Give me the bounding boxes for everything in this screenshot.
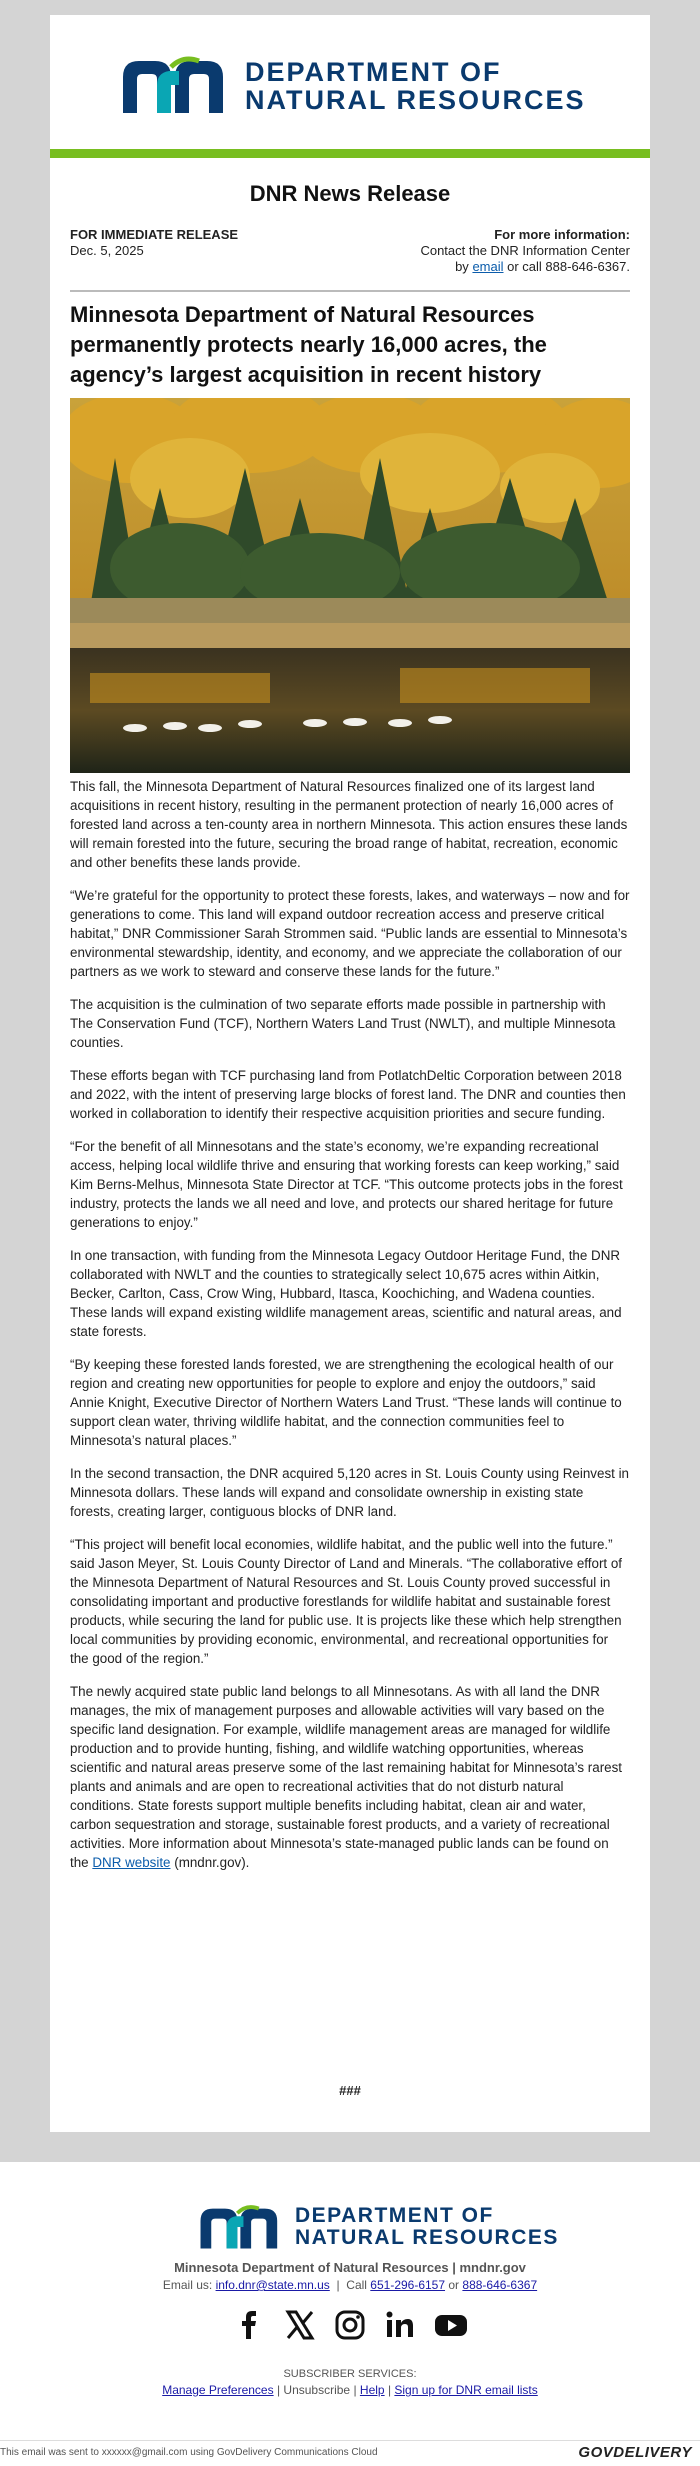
footer-org: Minnesota Department of Natural Resources [174,2260,449,2275]
footer-dnr-logo-mark-icon [194,2204,286,2250]
manage-preferences-link[interactable]: Manage Preferences [162,2383,274,2397]
dnr-website-link[interactable]: DNR website [92,1855,171,1870]
contact-email-link[interactable]: email [472,259,504,274]
footer-phone-1[interactable]: 651-296-6157 [370,2278,446,2292]
footer-logo-line-2: NATURAL RESOURCES [295,2226,559,2249]
green-divider-bar [50,149,650,158]
footer-contact-line [0,2278,700,2292]
footer-call-label: Call [346,2278,367,2292]
youtube-icon[interactable] [433,2307,469,2343]
paragraph: In the second transaction, the DNR acquired 5,120 acres in St. Louis County using Reinvest in Minnesota dollars. These lands will expand and consolidate ownership in existing state forests, creating larger, contiguous blocks of DNR land. [70,1466,630,1519]
sent-to-notice: This email was sent to xxxxxx@gmail.com using GovDelivery Communications Cloud [0,2447,378,2458]
release-date: Dec. 5, 2025 [70,243,144,258]
footer-sep: | [387,2383,395,2397]
footer-phone-2[interactable]: 888-646-6367 [462,2278,538,2292]
footer-sep: | [452,2260,456,2275]
subscriber-services-label: SUBSCRIBER SERVICES: [283,2368,417,2380]
paragraph: “This project will benefit local economies, wildlife habitat, and the public well into the future.” said Jason Meyer, St. Louis County Director of Land and Minerals. “The collaborative effort of the Minnesota Department of Natural Resources and St. Louis County proved successful in consolidating important and productive forestlands for wildlife habitat and sustainable forest products, while securing the land for public use. It is projects like these which help strengthen local communities by providing economic, environmental, and recreational opportunities for the good of the region.” [70,1537,623,1666]
article-body [70,777,630,1886]
footer-sep: | [333,2278,343,2292]
signup-link[interactable]: Sign up for DNR email lists [394,2383,538,2397]
subscriber-links [0,2383,700,2397]
footer-logo-text [295,2205,559,2249]
paragraph: These efforts began with TCF purchasing land from PotlatchDeltic Corporation between 2018 and 2022, with the intent of preserving large blocks of forest land. The DNR and counties then worked in collaboration to identify their respective acquisition priorities and secure funding. [70,1068,626,1121]
last-paragraph-text: The newly acquired state public land belongs to all Minnesotans. As with all land the DNR manages, the mix of management purposes and allowable activities will vary based on the specific land designation. For example, wildlife management areas are managed for wildlife production and to provide hunting, fishing, and wildlife watching opportunities, whereas scientific and natural areas preserve some of the last remaining habitat for Minnesota’s rarest plants and animals and are open to recreational activities that do not disturb natural conditions. State forests support multiple benefits including habitat, clean air and water, carbon sequestration and storage, sustainable forest products, and a variety of recreational activities. More information about Minnesota’s state-managed public lands can be found on the [70,1684,623,1870]
footer-logo-line-1: DEPARTMENT OF [295,2204,494,2227]
paragraph: “For the benefit of all Minnesotans and the state’s economy, we’re expanding recreational access, helping local wildlife thrive and ensuring that working forests can keep working,” said Kim Berns-Melhus, Minnesota State Director at TCF. “This outcome protects jobs in the forest industry, protects the lands we all need and love, and protects our shared heritage for future generations to enjoy.” [70,1139,623,1230]
paragraph-last [70,1682,630,1872]
footer-sep: | [276,2383,284,2397]
footer-bottom-divider [0,2440,700,2441]
contact-label: For more information: [494,227,630,242]
contact-phone: or call 888-646-6367. [507,259,630,274]
release-label: FOR IMMEDIATE RELEASE [70,227,239,242]
footer-or: or [448,2278,460,2292]
footer [0,2162,700,2466]
article-headline: Minnesota Department of Natural Resources permanently protects nearly 16,000 acres, the agency’s largest acquisition in recent history [70,302,547,387]
facebook-icon[interactable] [231,2307,267,2343]
instagram-icon[interactable] [332,2307,368,2343]
news-release-title: DNR News Release [249,181,451,206]
unsubscribe-link[interactable]: Unsubscribe [283,2383,351,2397]
paragraph: This fall, the Minnesota Department of Natural Resources finalized one of its largest land acquisitions in recent history, resulting in the permanent protection of nearly 16,000 acres of forested land across a ten-county area in northern Minnesota. This action ensures these lands will remain forested into the future, securing the broad range of habitat, recreation, economic and other benefits these lands provide. [70,779,628,870]
contact-email-line [420,259,630,275]
x-twitter-icon[interactable] [282,2307,318,2343]
paragraph: “By keeping these forested lands forested, we are strengthening the ecological health of our region and creating new opportunities for people to explore and enjoy the outdoors,” said Annie Knight, Executive Director of Northern Waters Land Trust. “These lands will continue to support clean water, thriving wildlife habitat, and the connection communities feel to Minnesota’s natural places.” [70,1357,622,1448]
logo-text [245,58,586,114]
contact-info [420,227,630,275]
dnr-logo[interactable] [50,45,650,125]
footer-sep: | [353,2383,360,2397]
logo-line-1: DEPARTMENT OF [245,57,502,87]
footer-email-label: Email us: [162,2278,213,2292]
end-mark: ### [339,2083,361,2098]
dnr-logo-mark-icon [117,55,232,115]
paragraph: “We’re grateful for the opportunity to protect these forests, lakes, and waterways – now and for generations to come. This land will expand outdoor recreation access and preserve critical habitat,” DNR Commissioner Sarah Strommen said. “Public lands are essential to Minnesota’s environmental stewardship, identity, and economy, and we appreciate the collaboration of our partners as we work to steward and conserve these lands for the future.” [70,888,630,979]
footer-dnr-logo[interactable] [140,2198,560,2254]
release-info [70,227,238,259]
email-card [50,15,650,2132]
footer-site: mndnr.gov [459,2260,526,2275]
social-icons [0,2307,700,2347]
header-divider [70,290,630,292]
help-link[interactable]: Help [359,2383,385,2397]
footer-org-line [0,2260,700,2275]
linkedin-icon[interactable] [382,2307,418,2343]
contact-by: by [455,259,469,274]
paragraph: In one transaction, with funding from the Minnesota Legacy Outdoor Heritage Fund, the DNR collaborated with NWLT and the counties to strategically select 10,675 acres within Aitkin, Becker, Carlton, Cass, Crow Wing, Hubbard, Itasca, Koochiching, and Wadena counties. These lands will expand existing wildlife management areas, scientific and natural areas, and state forests. [70,1248,622,1339]
contact-line: Contact the DNR Information Center [420,243,630,258]
logo-line-2: NATURAL RESOURCES [245,85,586,115]
govdelivery-logo[interactable]: GOVDELIVERY [578,2444,692,2461]
paragraph: The acquisition is the culmination of two separate efforts made possible in partnership with The Conservation Fund (TCF), Northern Waters Land Trust (NWLT), and multiple Minnesota counties. [70,997,616,1050]
last-paragraph-tail: (mndnr.gov). [174,1855,250,1870]
swans-lake-forest-photo [70,398,630,773]
footer-email-link[interactable]: info.dnr@state.mn.us [215,2278,330,2292]
